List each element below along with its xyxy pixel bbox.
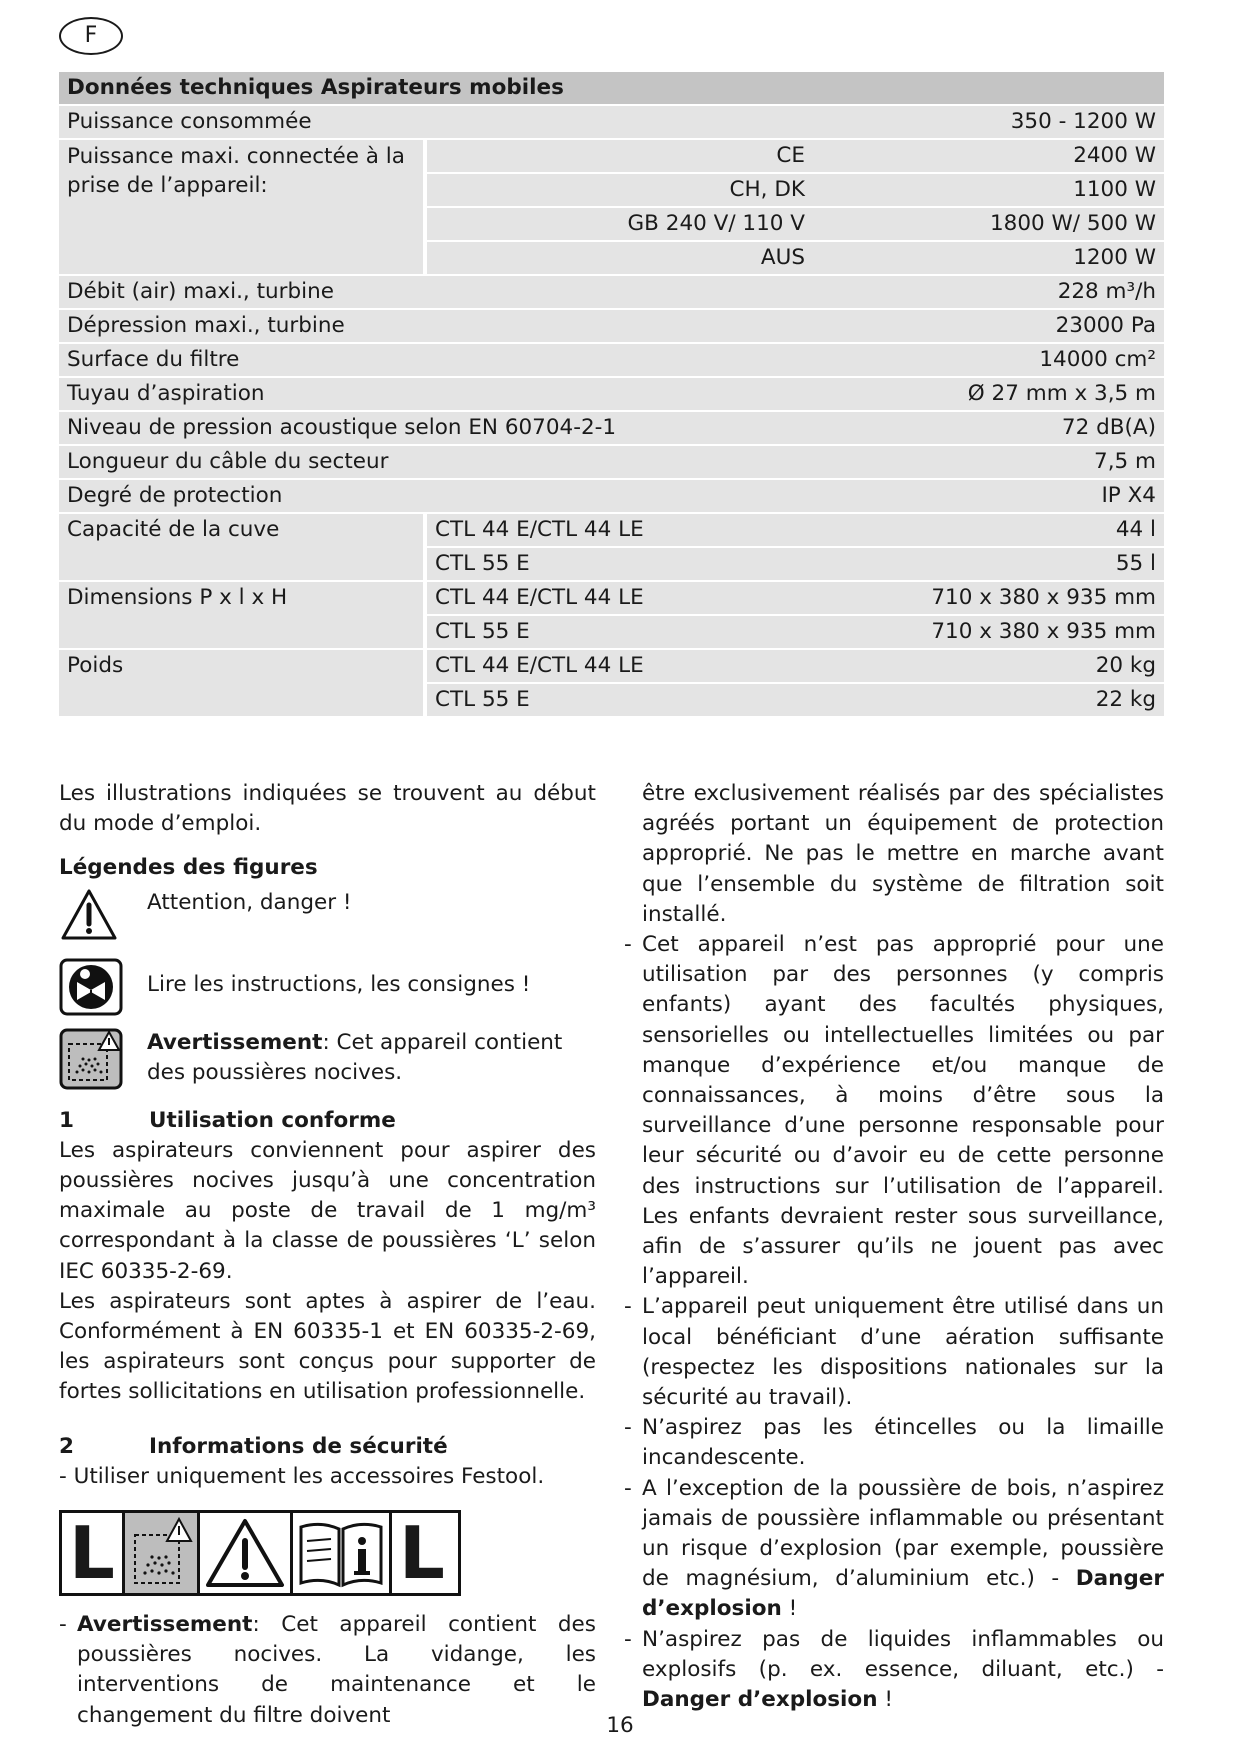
warning-text: : Cet appareil contient des poussières nocives. La vidange, les interventions de maintenance et le changement du filtre doivent [77, 1612, 596, 1728]
row-label: Dimensions P x l x H [59, 581, 425, 649]
table-header-row [59, 72, 1164, 105]
row-label: Degré de protection [59, 479, 845, 513]
table-row [59, 649, 1164, 683]
legend-item-read [59, 958, 596, 1016]
read-manual-icon [59, 958, 127, 1016]
row-value: 1800 W/ 500 W [845, 207, 1164, 241]
region-cell: CH, DK [425, 173, 845, 207]
warning-triangle-icon [200, 1513, 293, 1593]
table-row [59, 139, 1164, 173]
row-value: 55 l [845, 547, 1164, 581]
row-value: 2400 W [845, 139, 1164, 173]
legend-text: Attention, danger ! [147, 889, 352, 915]
section-1-heading [59, 1106, 596, 1136]
region-cell: CE [425, 139, 845, 173]
warning-bold: Avertissement [77, 1612, 253, 1638]
row-value: Ø 27 mm x 3,5 m [845, 377, 1164, 411]
section-1-paragraph-2: Les aspirateurs sont aptes à aspirer de l’eau. Conformément à EN 60335-1 et EN 60335-2-69, les aspirateurs sont conçus pour supporter de fortes sollicitations en utilisation professionnelle. [59, 1288, 596, 1405]
row-value: 710 x 380 x 935 mm [845, 581, 1164, 615]
row-label: Surface du filtre [59, 343, 845, 377]
item-end: ! [877, 1687, 893, 1713]
legend-item-danger [59, 888, 596, 942]
manual-info-icon [293, 1513, 392, 1593]
table-row [59, 309, 1164, 343]
row-value: 14000 cm² [845, 343, 1164, 377]
model-cell: CTL 44 E/CTL 44 LE [425, 649, 845, 683]
row-value: 23000 Pa [845, 309, 1164, 343]
region-cell: AUS [425, 241, 845, 275]
table-row [59, 105, 1164, 139]
section-title: Informations de sécurité [149, 1433, 448, 1459]
row-label: Débit (air) maxi., turbine [59, 275, 845, 309]
technical-data-table [59, 72, 1164, 718]
table-title: Données techniques Aspirateurs mobiles [59, 72, 1164, 105]
table-row [59, 581, 1164, 615]
row-label: Poids [59, 649, 425, 717]
legend-item-warning [59, 1028, 596, 1092]
danger-explosion-bold: Danger d’explosion [642, 1566, 1164, 1622]
danger-explosion-bold: Danger d’explosion [642, 1687, 878, 1713]
dust-class-l-symbol: L [399, 1511, 445, 1596]
left-column [59, 779, 596, 1731]
model-cell: CTL 44 E/CTL 44 LE [425, 513, 845, 547]
section-number: 1 [59, 1107, 74, 1133]
region-cell: GB 240 V/ 110 V [425, 207, 845, 241]
list-item: - N’aspirez pas les étincelles ou la limaille incandescente. [624, 1413, 1164, 1473]
safety-symbol-strip [59, 1510, 461, 1596]
intro-text: Les illustrations indiquées se trouvent au début du mode d’emploi. [59, 781, 596, 837]
row-label: Capacité de la cuve [59, 513, 425, 581]
section-1-paragraph-1: Les aspirateurs conviennent pour aspirer des poussières nocives jusqu’à une concentration maximale au poste de travail de 1 mg/m³ correspondant à la classe de poussières ‘L’ selon IEC 60335-2-69. [59, 1137, 596, 1284]
row-value: 228 m³/h [845, 275, 1164, 309]
row-label: Longueur du câble du secteur [59, 445, 845, 479]
table-row [59, 275, 1164, 309]
continued-text: être exclusivement réalisés par des spécialistes agréés portant un équipement de protection approprié. Ne pas le mettre en marche avant que l’ensemble du système de filtration soit installé. [642, 781, 1164, 927]
section-2-bullet-accessories: - Utiliser uniquement les accessoires Festool. [59, 1463, 545, 1489]
row-value: 22 kg [845, 683, 1164, 717]
language-badge: F [59, 17, 123, 55]
row-value: 44 l [845, 513, 1164, 547]
right-column [624, 779, 1164, 1715]
row-value: 72 dB(A) [845, 411, 1164, 445]
model-cell: CTL 55 E [425, 547, 845, 581]
section-2-heading [59, 1432, 596, 1462]
table-row [59, 411, 1164, 445]
list-item: - L’appareil peut uniquement être utilisé dans un local bénéficiant d’une aération suffisante (respectez les dispositions nationales sur la sécurité au travail). [624, 1292, 1164, 1413]
legend-title: Légendes des figures [59, 855, 318, 881]
list-item: - Cet appareil n’est pas approprié pour une utilisation par des personnes (y compris enfants) ayant des facultés physiques, sensorielles ou intellectuelles limitées ou par manque d’expérience et/ou manque de connaissances, à moins d’être sous la surveillance d’une personne responsable pour leur sécurité ou d’avoir eu de cette personne des instructions sur l’utilisation de l’appareil. Les enfants devraient rester sous surveillance, afin de s’assurer qu’ils ne jouent pas avec l’appareil. [624, 930, 1164, 1292]
row-value: IP X4 [845, 479, 1164, 513]
row-value: 20 kg [845, 649, 1164, 683]
row-value: 1200 W [845, 241, 1164, 275]
row-label: Puissance consommée [59, 105, 845, 139]
row-label: Dépression maxi., turbine [59, 309, 845, 343]
row-label: Niveau de pression acoustique selon EN 60704-2-1 [59, 411, 845, 445]
warning-text: : Cet appareil contient des poussières nocives. [147, 1029, 563, 1085]
item-end: ! [781, 1596, 798, 1622]
warning-bold: Avertissement [147, 1029, 323, 1055]
hazardous-dust-icon [125, 1513, 200, 1593]
row-value: 7,5 m [845, 445, 1164, 479]
table-row [59, 479, 1164, 513]
table-row [59, 445, 1164, 479]
page-number: 16 [606, 1713, 634, 1738]
row-value: 710 x 380 x 935 mm [845, 615, 1164, 649]
row-label: Puissance maxi. connectée à la prise de l’appareil: [59, 139, 425, 275]
list-item [624, 1625, 1164, 1716]
row-label: Tuyau d’aspiration [59, 377, 845, 411]
legend-text [147, 1028, 596, 1088]
model-cell: CTL 55 E [425, 683, 845, 717]
hazardous-dust-icon [59, 1028, 127, 1092]
section-number: 2 [59, 1433, 74, 1459]
dust-class-l-symbol: L [62, 1513, 125, 1593]
table-row [59, 513, 1164, 547]
table-row [59, 377, 1164, 411]
row-value: 350 - 1200 W [845, 105, 1164, 139]
section-title: Utilisation conforme [149, 1107, 396, 1133]
safety-bullets [624, 930, 1164, 1715]
item-text: A l’exception de la poussière de bois, n’aspirez jamais de poussière inflammable ou présentant un risque d’explosion (par exemple, poussière de magnésium, d’aluminium etc.) - [642, 1475, 1164, 1592]
model-cell: CTL 55 E [425, 615, 845, 649]
model-cell: CTL 44 E/CTL 44 LE [425, 581, 845, 615]
row-value: 1100 W [845, 173, 1164, 207]
warning-triangle-icon [59, 888, 127, 942]
item-text: N’aspirez pas de liquides inflammables ou explosifs (p. ex. essence, diluant, etc.) - [642, 1626, 1164, 1682]
table-row [59, 343, 1164, 377]
legend-text: Lire les instructions, les consignes ! [147, 971, 531, 997]
list-item [624, 1474, 1164, 1625]
